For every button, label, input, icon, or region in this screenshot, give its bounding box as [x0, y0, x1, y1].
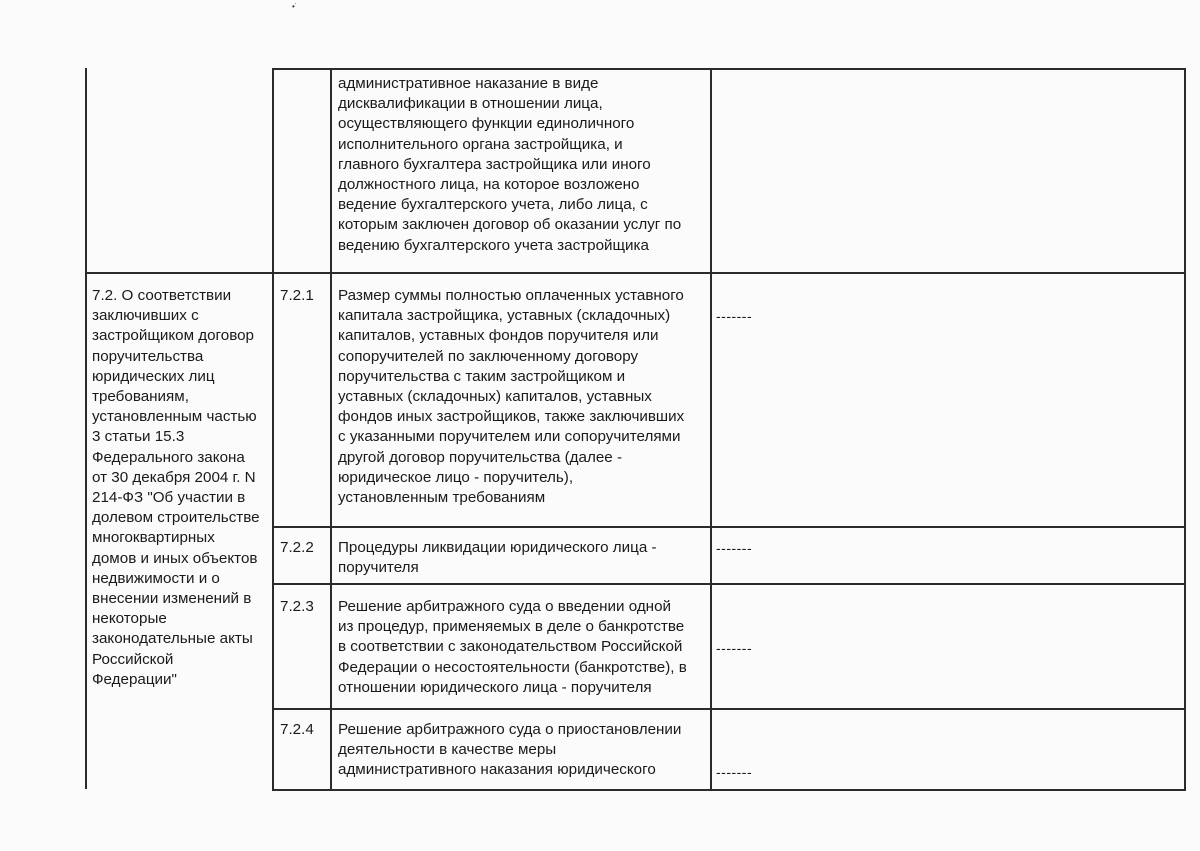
text-line: 214-ФЗ "Об участии в: [92, 489, 246, 507]
grid-line: [330, 68, 332, 791]
grid-line: [272, 708, 1186, 710]
text-line: поручительства с таким застройщиком и: [338, 367, 626, 385]
text-line: некоторые: [92, 610, 167, 628]
grid-line: [272, 789, 1186, 791]
text-line: исполнительного органа застройщика, и: [338, 135, 623, 153]
text-line: Решение арбитражного суда о введении одной: [338, 598, 671, 615]
text-line: другой договор поручительства (далее -: [338, 448, 623, 466]
grid-line: [710, 68, 712, 791]
row-value: -------: [716, 308, 753, 324]
section-7-2-heading: [92, 286, 260, 690]
text-line: осуществляющего функции единоличного: [338, 115, 635, 133]
row-7-1-continued-text: [338, 74, 681, 256]
text-line: Размер суммы полностью оплаченных уставного: [338, 287, 684, 304]
text-line: в соответствии с законодательством Российской: [338, 638, 683, 656]
text-line: заключивших с: [92, 307, 199, 325]
row-value: -------: [716, 764, 753, 780]
text-line: сопоручителей по заключенному договору: [338, 347, 639, 365]
text-line: дисквалификации в отношении лица,: [338, 95, 603, 113]
text-line: требованиям,: [92, 388, 189, 406]
text-line: капитала застройщика, уставных (складочных): [338, 307, 671, 325]
text-line: недвижимости и о: [92, 569, 220, 587]
text-line: юридическое лицо - поручитель),: [338, 468, 574, 486]
grid-line: [85, 272, 1186, 274]
text-line: Федерации о несостоятельности (банкротстве), в: [338, 658, 687, 676]
text-line: 3 статьи 15.3: [92, 428, 185, 446]
grid-line: [85, 68, 87, 789]
text-line: внесении изменений в: [92, 590, 252, 608]
scan-mark: •˙: [292, 2, 298, 11]
row-7-2-2-text: [338, 538, 657, 578]
row-number: 7.2.4: [280, 721, 314, 738]
text-line: долевом строительстве: [92, 509, 260, 527]
text-line: установленным требованиям: [338, 489, 546, 507]
text-line: отношении юридического лица - поручителя: [338, 678, 652, 696]
text-line: застройщиком договор: [92, 327, 254, 345]
text-line: административного наказания юридического: [338, 761, 656, 779]
text-line: установленным частью: [92, 408, 257, 426]
grid-line: [272, 526, 1186, 528]
row-7-2-4-text: [338, 720, 681, 781]
text-line: домов и иных объектов: [92, 549, 258, 567]
row-value: -------: [716, 640, 753, 656]
text-line: должностного лица, на которое возложено: [338, 176, 640, 194]
row-number: 7.2.2: [280, 539, 314, 556]
grid-line: [1184, 68, 1186, 791]
text-line: от 30 декабря 2004 г. N: [92, 468, 256, 486]
grid-line: [272, 68, 1186, 70]
text-line: уставных (складочных) капиталов, уставных: [338, 388, 652, 406]
text-line: ведению бухгалтерского учета застройщика: [338, 236, 649, 254]
text-line: поручительства: [92, 347, 204, 365]
text-line: Федерального закона: [92, 448, 245, 466]
text-line: Федерации": [92, 670, 177, 688]
text-line: многоквартирных: [92, 529, 215, 547]
row-7-2-3-text: [338, 597, 687, 698]
text-line: ведение бухгалтерского учета, либо лица, с: [338, 196, 648, 214]
row-number: 7.2.3: [280, 598, 314, 615]
text-line: 7.2. О соответствии: [92, 287, 232, 304]
text-line: административное наказание в виде: [338, 75, 599, 92]
text-line: юридических лиц: [92, 367, 215, 385]
text-line: Решение арбитражного суда о приостановлении: [338, 721, 682, 738]
text-line: капиталов, уставных фондов поручителя или: [338, 327, 659, 345]
text-line: Российской: [92, 650, 174, 668]
text-line: поручителя: [338, 559, 419, 577]
text-line: главного бухгалтера застройщика или иного: [338, 155, 651, 173]
row-value: -------: [716, 540, 753, 556]
grid-line: [272, 583, 1186, 585]
text-line: законодательные акты: [92, 630, 253, 648]
grid-line: [272, 68, 274, 791]
text-line: с указанными поручителем или сопоручителями: [338, 428, 681, 446]
row-number: 7.2.1: [280, 287, 314, 304]
text-line: которым заключен договор об оказании услуг по: [338, 216, 682, 234]
text-line: из процедур, применяемых в деле о банкротстве: [338, 618, 685, 636]
row-7-2-1-text: [338, 286, 684, 508]
text-line: фондов иных застройщиков, также заключивших: [338, 408, 685, 426]
text-line: Процедуры ликвидации юридического лица -: [338, 539, 657, 556]
text-line: деятельности в качестве меры: [338, 741, 557, 759]
